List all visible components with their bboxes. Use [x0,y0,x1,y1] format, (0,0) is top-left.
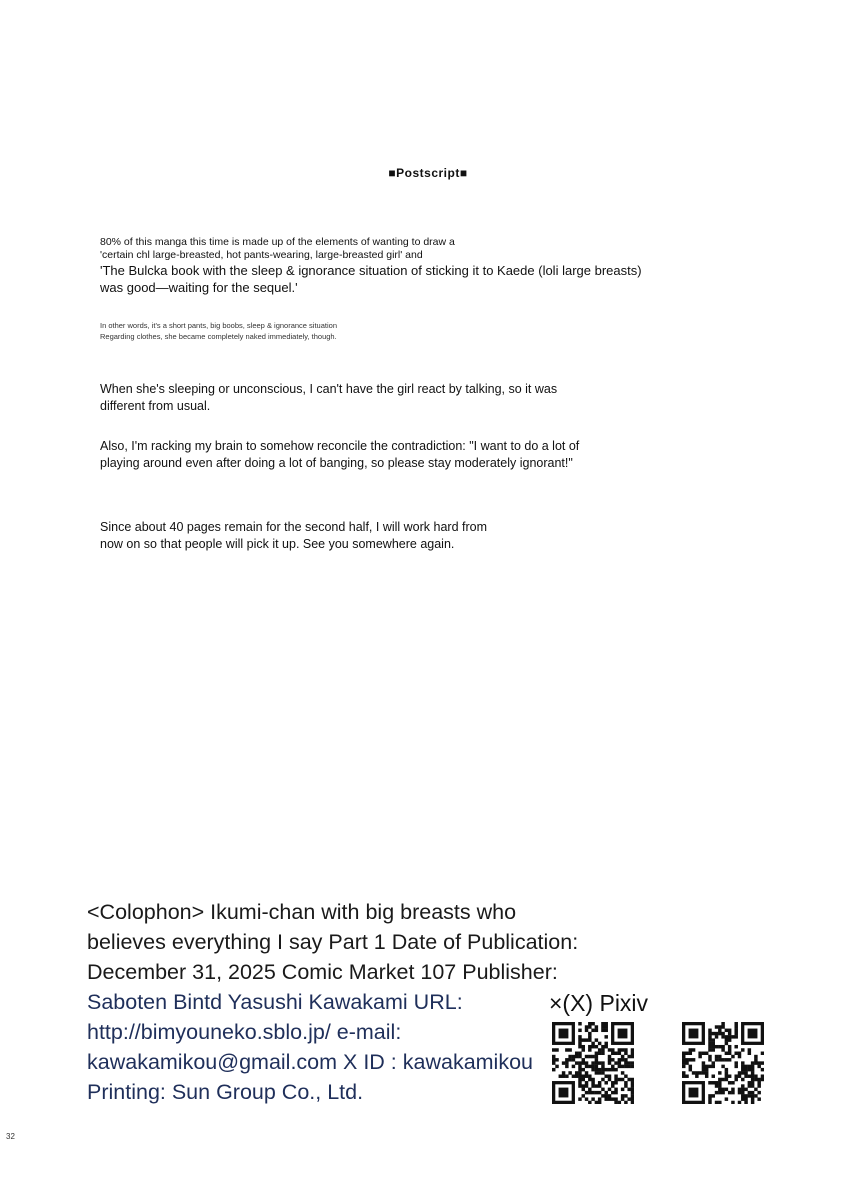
paragraph-line: different from usual. [100,399,211,413]
afterword-paragraph-2 [100,320,740,342]
colophon-line: <Colophon> Ikumi-chan with big breasts who [87,900,517,924]
afterword-paragraph-5 [100,519,740,553]
paragraph-line: Regarding clothes, she became completely naked immediately, though. [100,332,337,341]
afterword-paragraph-1 [100,236,740,296]
qr-code-icon [552,1022,634,1104]
paragraph-line: In other words, it's a short pants, big boobs, sleep & ignorance situation [100,321,337,330]
colophon-line: December 31, 2025 Comic Market 107 Publisher: [87,960,558,984]
colophon-line: Saboten Bintd Yasushi Kawakami URL: [87,990,463,1014]
afterword-paragraph-3 [100,381,740,415]
paragraph-line: 'The Bulcka book with the sleep & ignorance situation of sticking it to Kaede (loli large breasts) [100,263,642,278]
paragraph-line: When she's sleeping or unconscious, I can't have the girl react by talking, so it was [100,382,558,396]
colophon-line: Printing: Sun Group Co., Ltd. [87,1080,364,1104]
paragraph-line: Since about 40 pages remain for the second half, I will work hard from [100,520,488,534]
social-label: ×(X) Pixiv [549,990,649,1016]
paragraph-line: Also, I'm racking my brain to somehow reconcile the contradiction: "I want to do a lot of [100,439,580,453]
paragraph-line: 80% of this manga this time is made up of the elements of wanting to draw a [100,236,455,248]
colophon-url-line: http://bimyouneko.sblo.jp/ e-mail: [87,1020,402,1044]
paragraph-line: 'certain chl large-breasted, hot pants-wearing, large-breasted girl' and [100,249,423,261]
afterword-heading: ■Postscript■ [388,166,468,180]
pixiv-qr-code [682,1022,764,1104]
x-qr-code [552,1022,634,1104]
paragraph-line: playing around even after doing a lot of banging, so please stay moderately ignorant!" [100,456,573,470]
page-number: 32 [6,1132,15,1141]
afterword-paragraph-4 [100,438,740,472]
colophon-line: believes everything I say Part 1 Date of Publication: [87,930,579,954]
colophon-email-line: kawakamikou@gmail.com X ID : kawakamikou [87,1050,533,1074]
paragraph-line: was good—waiting for the sequel.' [100,280,298,295]
qr-code-icon [682,1022,764,1104]
paragraph-line: now on so that people will pick it up. See you somewhere again. [100,537,455,551]
